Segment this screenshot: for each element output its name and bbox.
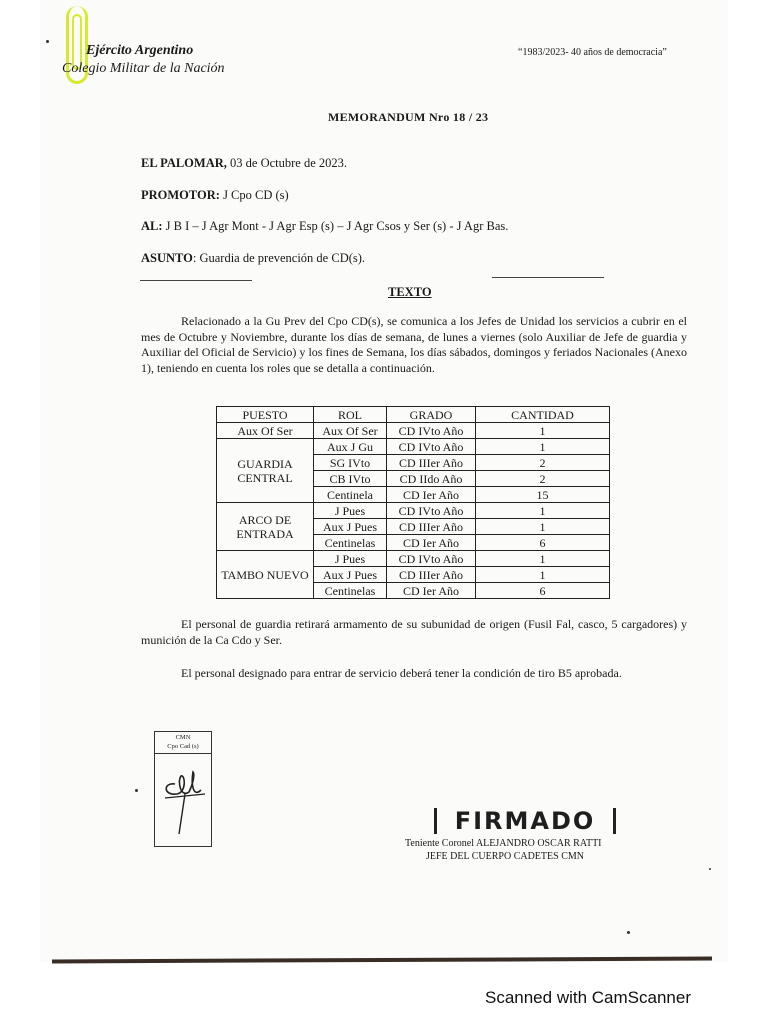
cell-grado: CD IVto Año <box>387 503 476 519</box>
promotor-value: J Cpo CD (s) <box>223 188 289 202</box>
texto-heading: TEXTO <box>388 285 432 299</box>
cell-puesto: ARCO DE ENTRADA <box>217 503 314 551</box>
al-line <box>141 219 508 234</box>
cell-cantidad: 1 <box>476 423 610 439</box>
cell-cantidad: 1 <box>476 439 610 455</box>
asunto-line <box>141 251 365 266</box>
cell-grado: CD Ier Año <box>387 535 476 551</box>
cell-grado: CD IVto Año <box>387 439 476 455</box>
speck-mark <box>709 868 711 870</box>
table-row <box>217 423 610 439</box>
paragraph-2: El personal de guardia retirará armamento de su subunidad de origen (Fusil Fal, casco, 5 cargadores) y munición de la Ca Cdo y Ser. <box>141 617 687 647</box>
cell-rol: Centinela <box>314 487 387 503</box>
cell-cantidad: 6 <box>476 535 610 551</box>
paragraph-1: Relacionado a la Gu Prev del Cpo CD(s), se comunica a los Jefes de Unidad los servicios a cubrir en el mes de Octubre y Noviembre, durante los días de semana, de lunes a viernes (solo Auxiliar de Jefe de guardia y Auxiliar del Oficial de Servicio) y los fines de Semana, los días sábados, domingos y feriados Nacionales (Anexo 1), teniendo en cuenta los roles que se detalla a continuación. <box>141 314 687 375</box>
stamp-line-1: CMN <box>175 734 191 741</box>
unit-stamp <box>154 731 212 847</box>
cell-grado: CD Ier Año <box>387 583 476 599</box>
cell-cantidad: 6 <box>476 583 610 599</box>
cell-grado: CD IIdo Año <box>387 471 476 487</box>
signatory-role: JEFE DEL CUERPO CADETES CMN <box>426 851 584 862</box>
scanner-label: Scanned with CamScanner <box>484 988 691 1007</box>
cell-cantidad: 1 <box>476 503 610 519</box>
header-puesto: PUESTO <box>217 407 314 423</box>
paragraph-3: El personal designado para entrar de servicio deberá tener la condición de tiro B5 aprobada. <box>181 666 622 680</box>
cell-rol: J Pues <box>314 551 387 567</box>
al-label: AL: <box>141 219 163 233</box>
cell-rol: Centinelas <box>314 535 387 551</box>
cell-grado: CD IVto Año <box>387 551 476 567</box>
cell-cantidad: 15 <box>476 487 610 503</box>
org-subname: Colegio Militar de la Nación <box>62 61 225 76</box>
cell-rol: Aux J Gu <box>314 439 387 455</box>
cell-grado: CD IIIer Año <box>387 519 476 535</box>
place: EL PALOMAR, <box>141 156 227 170</box>
cell-cantidad: 2 <box>476 471 610 487</box>
promotor-label: PROMOTOR: <box>141 188 220 202</box>
asunto-value: : Guardia de prevención de CD(s). <box>192 251 366 265</box>
roles-table <box>216 406 610 599</box>
divider-right <box>492 277 604 278</box>
cell-grado: CD IIIer Año <box>387 567 476 583</box>
divider-left <box>140 280 252 281</box>
header-rol: ROL <box>314 407 387 423</box>
cell-rol: J Pues <box>314 503 387 519</box>
signatory-name: Teniente Coronel ALEJANDRO OSCAR RATTI <box>405 838 602 849</box>
cell-cantidad: 1 <box>476 551 610 567</box>
cell-rol: SG IVto <box>314 455 387 471</box>
table-row <box>217 551 610 567</box>
cell-rol: Aux Of Ser <box>314 423 387 439</box>
scanner-watermark <box>0 988 768 1008</box>
cell-grado: CD IVto Año <box>387 423 476 439</box>
cell-puesto: Aux Of Ser <box>217 423 314 439</box>
header-grado: GRADO <box>387 407 476 423</box>
table-row <box>217 503 610 519</box>
org-name: Ejército Argentino <box>86 43 194 58</box>
cell-cantidad: 1 <box>476 519 610 535</box>
cell-rol: Aux J Pues <box>314 519 387 535</box>
asunto-label: ASUNTO <box>141 251 193 265</box>
speck-mark <box>46 40 49 43</box>
al-value: J B I – J Agr Mont - J Agr Esp (s) – J Agr Csos y Ser (s) - J Agr Bas. <box>165 219 509 233</box>
handwritten-initials-icon <box>155 754 211 846</box>
motto: “1983/2023- 40 años de democracia” <box>518 47 667 58</box>
table-row <box>217 439 610 455</box>
speck-mark <box>135 789 138 792</box>
cell-rol: CB IVto <box>314 471 387 487</box>
table-header-row <box>217 407 610 423</box>
cell-grado: CD IIIer Año <box>387 455 476 471</box>
cell-cantidad: 1 <box>476 567 610 583</box>
promotor-line <box>141 188 289 203</box>
header-cantidad: CANTIDAD <box>476 407 610 423</box>
date: 03 de Octubre de 2023. <box>230 156 347 170</box>
stamp-line-2: Cpo Cad (s) <box>167 743 199 750</box>
memo-title: MEMORANDUM Nro 18 / 23 <box>328 110 489 124</box>
cell-grado: CD Ier Año <box>387 487 476 503</box>
cell-cantidad: 2 <box>476 455 610 471</box>
cell-puesto: GUARDIA CENTRAL <box>217 439 314 503</box>
firmado-stamp: FIRMADO <box>434 808 616 834</box>
cell-rol: Aux J Pues <box>314 567 387 583</box>
cell-puesto: TAMBO NUEVO <box>217 551 314 599</box>
place-date-line <box>141 156 347 171</box>
cell-rol: Centinelas <box>314 583 387 599</box>
speck-mark <box>627 931 630 934</box>
